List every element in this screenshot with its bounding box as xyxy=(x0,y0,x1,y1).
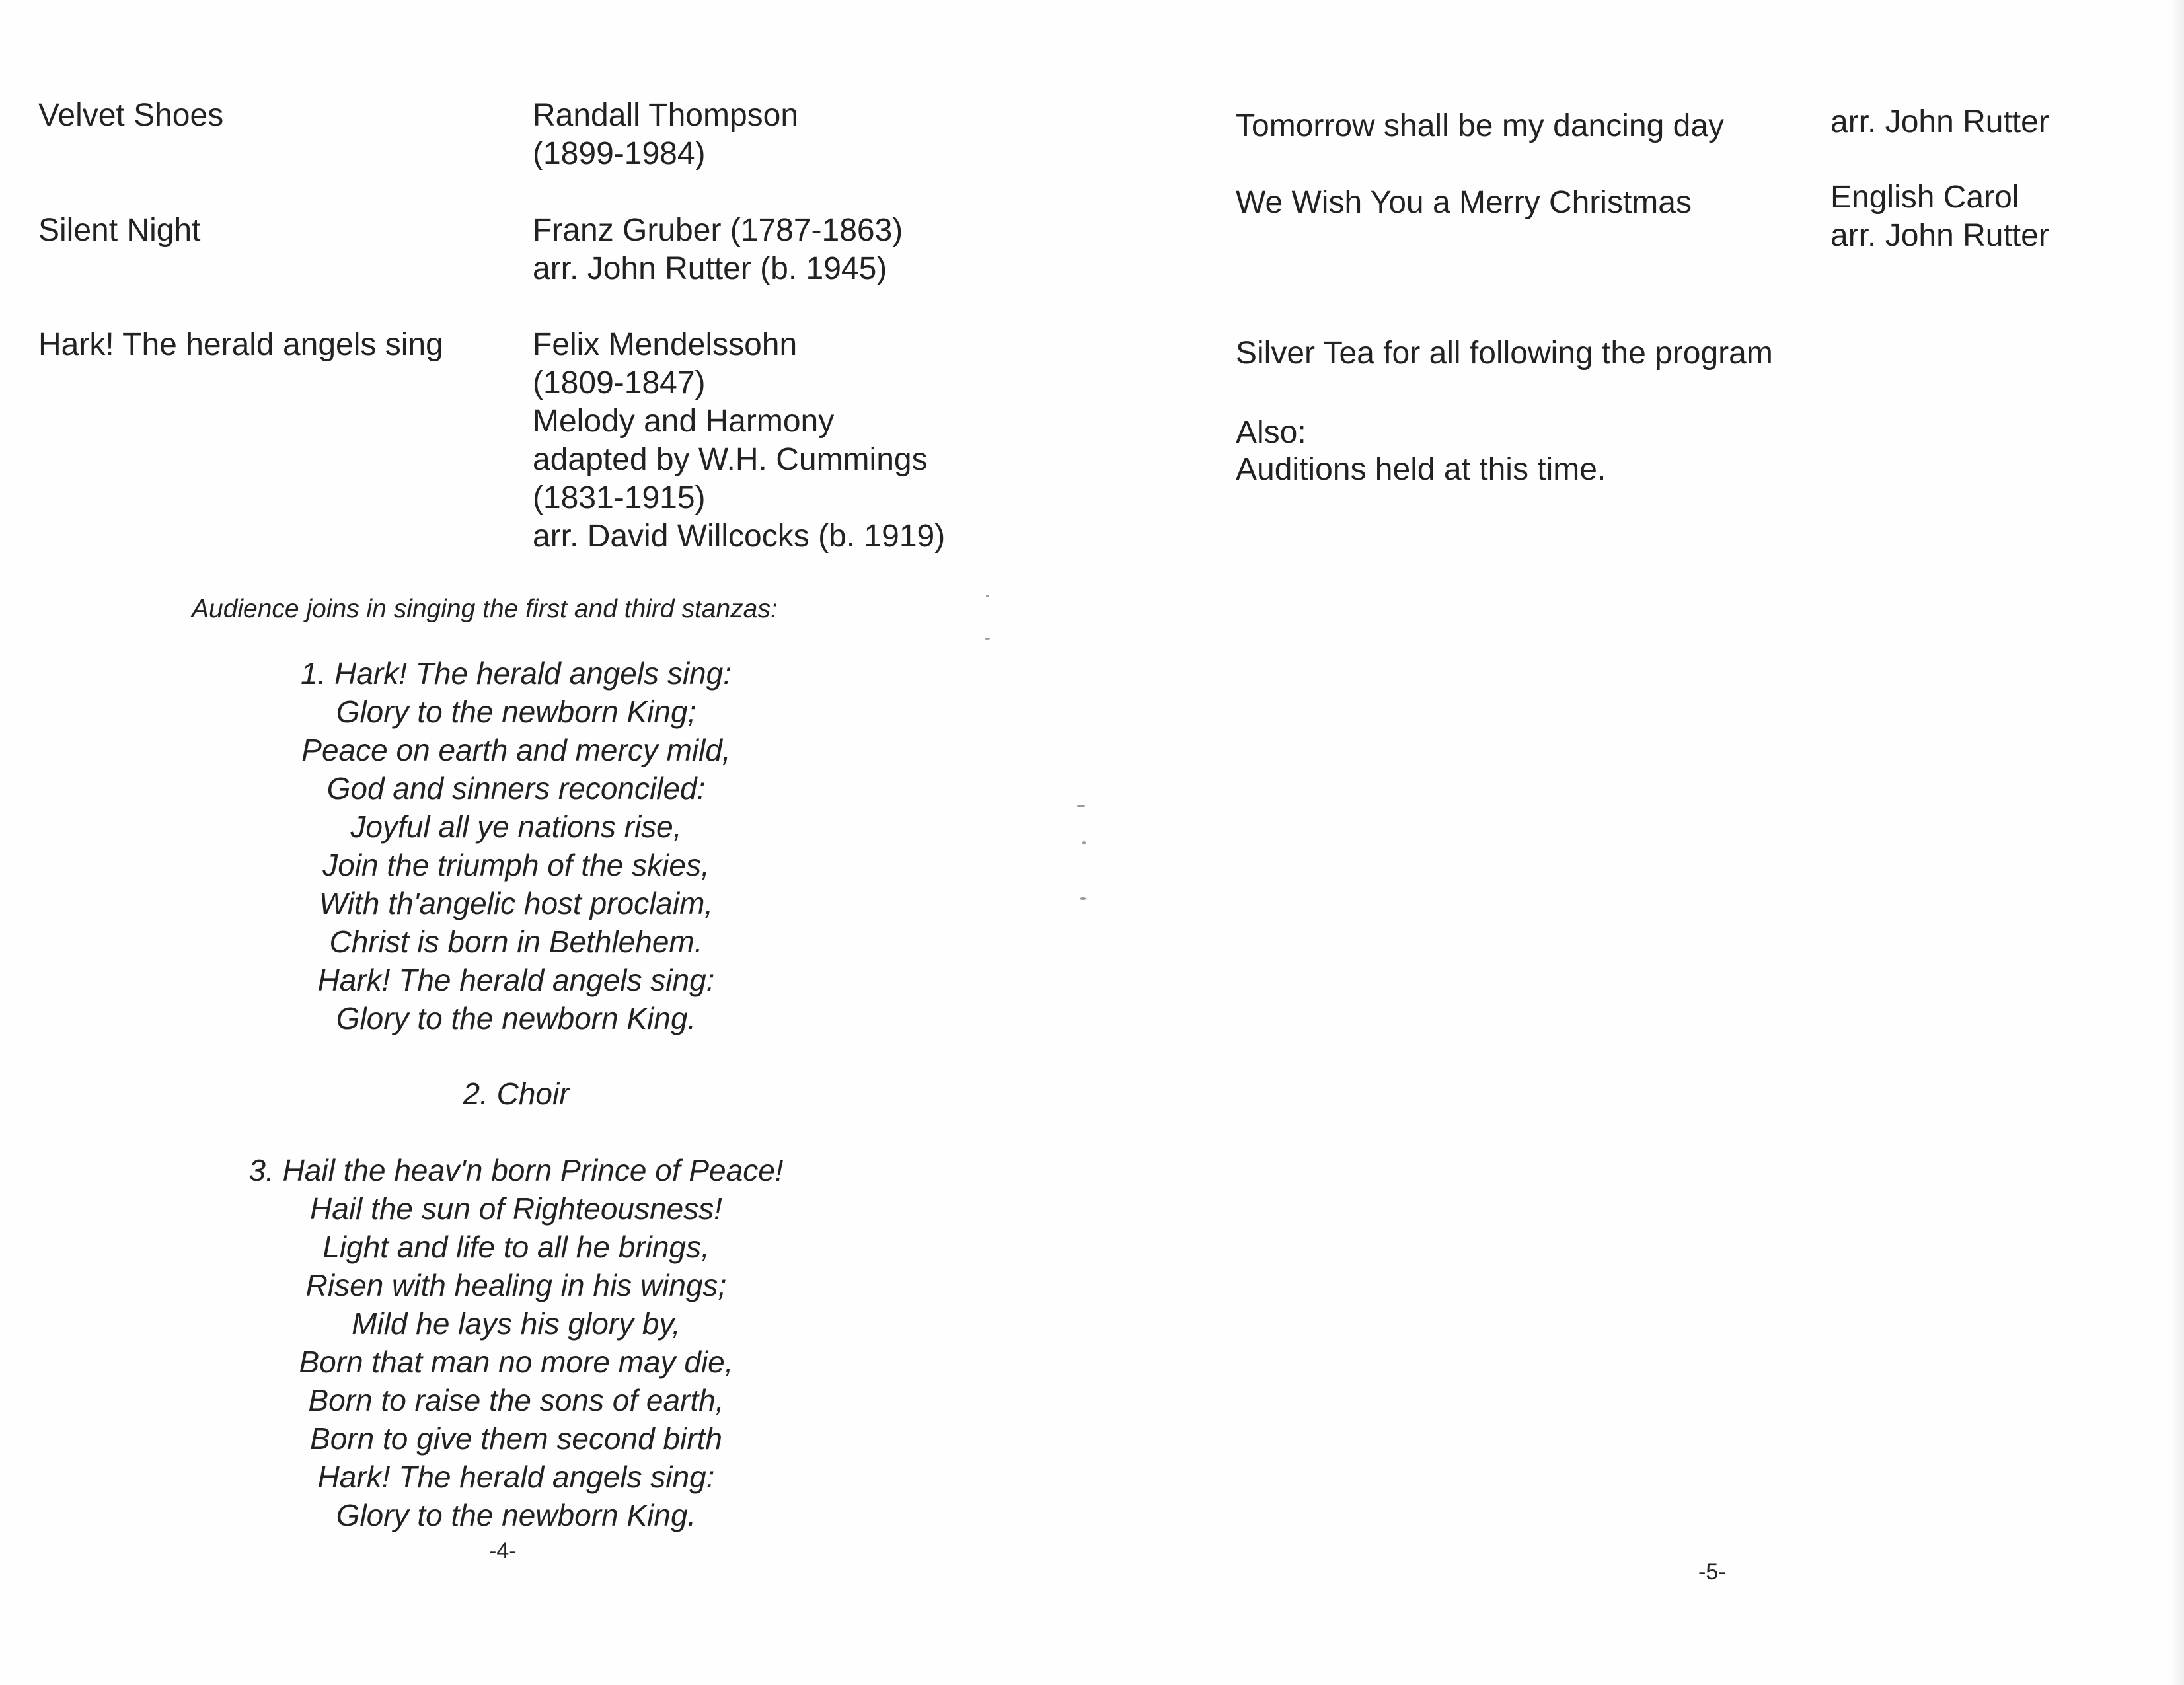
lyric-line: Glory to the newborn King; xyxy=(336,694,697,729)
right-page xyxy=(1092,0,2184,1685)
lyric-line: Peace on earth and mercy mild, xyxy=(301,733,731,767)
program-title-we-wish: We Wish You a Merry Christmas xyxy=(1236,185,1692,220)
composer-line: Felix Mendelssohn xyxy=(533,327,798,362)
page-edge-shadow xyxy=(2171,0,2184,1685)
lyric-line: Born that man no more may die, xyxy=(299,1345,734,1379)
also-label: Also: xyxy=(1236,415,1306,450)
composer-line: Randall Thompson xyxy=(533,98,799,133)
lyric-line: 3. Hail the heav'n born Prince of Peace! xyxy=(248,1153,784,1187)
silver-tea-note: Silver Tea for all following the program xyxy=(1236,336,1773,371)
composer-line: Franz Gruber (1787-1863) xyxy=(533,213,903,248)
composer-line: arr. John Rutter xyxy=(1830,218,2049,253)
composer-line: English Carol xyxy=(1830,180,2019,215)
auditions-note: Auditions held at this time. xyxy=(1236,452,1606,487)
lyric-line: 2. Choir xyxy=(463,1076,570,1111)
stanza-3 xyxy=(0,1151,1032,1534)
composer-line: Melody and Harmony xyxy=(533,404,835,439)
page-number-left: -4- xyxy=(489,1538,517,1563)
composer-line: (1899-1984) xyxy=(533,136,706,171)
lyric-line: Risen with healing in his wings; xyxy=(305,1268,727,1302)
lyric-line: With th'angelic host proclaim, xyxy=(319,886,714,920)
scan-speck xyxy=(1082,841,1086,844)
lyric-line: 1. Hark! The herald angels sing: xyxy=(300,656,732,691)
lyric-line: Glory to the newborn King. xyxy=(336,1001,697,1035)
lyric-line: Hark! The herald angels sing: xyxy=(317,963,715,997)
composer-line: arr. David Willcocks (b. 1919) xyxy=(533,519,946,554)
composer-line: arr. John Rutter xyxy=(1830,104,2049,139)
lyric-line: Hark! The herald angels sing: xyxy=(317,1460,715,1494)
lyric-line: Light and life to all he brings, xyxy=(322,1230,710,1264)
composer-line: adapted by W.H. Cummings xyxy=(533,442,928,477)
scan-speck xyxy=(1077,805,1085,807)
scan-speck xyxy=(986,595,989,597)
program-title-silent-night: Silent Night xyxy=(38,213,201,248)
lyric-line: Born to raise the sons of earth, xyxy=(308,1383,724,1417)
composer-line: (1809-1847) xyxy=(533,365,706,400)
stanza-1 xyxy=(0,654,1032,1037)
program-title-hark: Hark! The herald angels sing xyxy=(38,327,443,362)
lyric-line: Christ is born in Bethlehem. xyxy=(329,924,703,959)
program-title-tomorrow: Tomorrow shall be my dancing day xyxy=(1236,108,1725,143)
page-number-right: -5- xyxy=(1698,1559,1726,1585)
lyric-line: Mild he lays his glory by, xyxy=(352,1306,681,1341)
program-title-velvet-shoes: Velvet Shoes xyxy=(38,98,224,133)
audience-note: Audience joins in singing the first and third stanzas: xyxy=(192,595,778,623)
composer-line: arr. John Rutter (b. 1945) xyxy=(533,251,887,286)
scan-speck xyxy=(1080,897,1086,900)
lyric-line: Joyful all ye nations rise, xyxy=(350,809,682,844)
stanza-2 xyxy=(0,1074,1032,1113)
lyric-line: Join the triumph of the skies, xyxy=(322,848,710,882)
composer-line: (1831-1915) xyxy=(533,480,706,515)
lyric-line: God and sinners reconciled: xyxy=(326,771,706,805)
lyric-line: Hail the sun of Righteousness! xyxy=(310,1191,722,1226)
scan-speck xyxy=(985,638,990,640)
lyric-line: Born to give them second birth xyxy=(310,1421,722,1456)
lyric-line: Glory to the newborn King. xyxy=(336,1498,697,1532)
